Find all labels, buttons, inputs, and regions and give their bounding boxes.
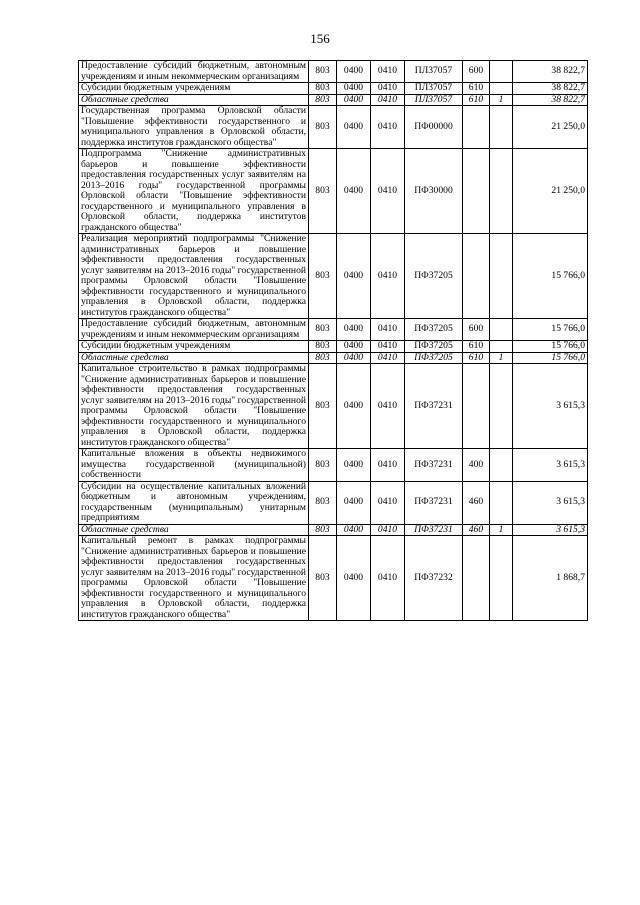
subsection-code-cell: 0410 [371, 234, 405, 319]
table-row [79, 341, 588, 353]
table-row [79, 364, 588, 449]
subsection-code-cell: 0410 [371, 149, 405, 234]
section-code-cell: 0400 [337, 319, 371, 341]
target-article-cell: ПФ37232 [405, 536, 463, 621]
section-code-cell: 0400 [337, 524, 371, 536]
subsection-code-cell: 0410 [371, 83, 405, 95]
funding-source-cell [490, 106, 513, 149]
table-row [79, 106, 588, 149]
subsection-code-cell: 0410 [371, 106, 405, 149]
target-article-cell: ПФ37231 [405, 524, 463, 536]
table-row [79, 524, 588, 536]
funding-source-cell [490, 83, 513, 95]
amount-cell: 38 822,7 [513, 61, 588, 83]
section-code-cell: 0400 [337, 149, 371, 234]
table-row [79, 61, 588, 83]
table-row [79, 536, 588, 621]
table-row [79, 149, 588, 234]
subsection-code-cell: 0410 [371, 352, 405, 364]
funding-source-cell [490, 234, 513, 319]
funding-source-cell [490, 319, 513, 341]
row-name-cell: Субсидии на осуществление капитальных вложений бюджетным и автономным учреждениям, государственным (муниципальным) унитарным предприятиям [79, 481, 309, 524]
expense-kind-cell [463, 234, 490, 319]
expense-kind-cell [463, 149, 490, 234]
section-code-cell: 0400 [337, 352, 371, 364]
funding-source-cell: 1 [490, 94, 513, 106]
target-article-cell: ПФ37231 [405, 449, 463, 482]
ministry-code-cell: 803 [309, 481, 337, 524]
expense-kind-cell: 400 [463, 449, 490, 482]
ministry-code-cell: 803 [309, 149, 337, 234]
subsection-code-cell: 0410 [371, 319, 405, 341]
funding-source-cell [490, 61, 513, 83]
funding-source-cell [490, 481, 513, 524]
subsection-code-cell: 0410 [371, 61, 405, 83]
ministry-code-cell: 803 [309, 364, 337, 449]
ministry-code-cell: 803 [309, 524, 337, 536]
amount-cell: 3 615,3 [513, 481, 588, 524]
target-article-cell: ПФ37205 [405, 352, 463, 364]
ministry-code-cell: 803 [309, 341, 337, 353]
funding-source-cell [490, 364, 513, 449]
section-code-cell: 0400 [337, 83, 371, 95]
expense-kind-cell: 600 [463, 319, 490, 341]
row-name-cell: Субсидии бюджетным учреждениям [79, 83, 309, 95]
table-row [79, 449, 588, 482]
amount-cell: 1 868,7 [513, 536, 588, 621]
section-code-cell: 0400 [337, 536, 371, 621]
section-code-cell: 0400 [337, 364, 371, 449]
ministry-code-cell: 803 [309, 61, 337, 83]
funding-source-cell [490, 536, 513, 621]
row-name-cell: Областные средства [79, 94, 309, 106]
subsection-code-cell: 0410 [371, 536, 405, 621]
expense-kind-cell: 610 [463, 83, 490, 95]
row-name-cell: Предоставление субсидий бюджетным, автономным учреждениям и иным некоммерческим организациям [79, 319, 309, 341]
expense-kind-cell: 460 [463, 481, 490, 524]
page-number: 156 [310, 31, 330, 46]
expense-kind-cell: 600 [463, 61, 490, 83]
table-body [79, 61, 588, 621]
amount-cell: 21 250,0 [513, 106, 588, 149]
section-code-cell: 0400 [337, 106, 371, 149]
ministry-code-cell: 803 [309, 83, 337, 95]
funding-source-cell: 1 [490, 352, 513, 364]
target-article-cell: ПФ37205 [405, 319, 463, 341]
target-article-cell: ПЛ37057 [405, 83, 463, 95]
section-code-cell: 0400 [337, 94, 371, 106]
target-article-cell: ПФ37205 [405, 341, 463, 353]
subsection-code-cell: 0410 [371, 481, 405, 524]
target-article-cell: ПФ37231 [405, 364, 463, 449]
subsection-code-cell: 0410 [371, 449, 405, 482]
funding-source-cell: 1 [490, 524, 513, 536]
row-name-cell: Государственная программа Орловской области "Повышение эффективности государственного и муниципального управления в Орловской области, поддержка институтов гражданского общества" [79, 106, 309, 149]
target-article-cell: ПЛ37057 [405, 61, 463, 83]
table-row [79, 481, 588, 524]
ministry-code-cell: 803 [309, 536, 337, 621]
amount-cell: 3 615,3 [513, 524, 588, 536]
expense-kind-cell: 610 [463, 94, 490, 106]
row-name-cell: Капитальное строительство в рамках подпрограммы "Снижение административных барьеров и повышение эффективности предоставления государственных услуг заявителям на 2013–2016 годы" государственной программы Орловской области "Повышение эффективности государственного и муниципального управления в Орловской области, поддержка институтов гражданского общества" [79, 364, 309, 449]
row-name-cell: Предоставление субсидий бюджетным, автономным учреждениям и иным некоммерческим организациям [79, 61, 309, 83]
funding-source-cell [490, 449, 513, 482]
table-row [79, 352, 588, 364]
amount-cell: 15 766,0 [513, 234, 588, 319]
amount-cell: 3 615,3 [513, 449, 588, 482]
amount-cell: 15 766,0 [513, 341, 588, 353]
row-name-cell: Капитальный ремонт в рамках подпрограммы "Снижение административных барьеров и повышение эффективности предоставления государственных услуг заявителям на 2013–2016 годы" государственной программы Орловской области "Повышение эффективности государственного и муниципального управления в Орловской области, поддержка институтов гражданского общества" [79, 536, 309, 621]
ministry-code-cell: 803 [309, 449, 337, 482]
section-code-cell: 0400 [337, 61, 371, 83]
table-row [79, 94, 588, 106]
expense-kind-cell [463, 364, 490, 449]
target-article-cell: ПФ00000 [405, 106, 463, 149]
row-name-cell: Субсидии бюджетным учреждениям [79, 341, 309, 353]
target-article-cell: ПФ37205 [405, 234, 463, 319]
expense-kind-cell: 460 [463, 524, 490, 536]
subsection-code-cell: 0410 [371, 94, 405, 106]
row-name-cell: Областные средства [79, 352, 309, 364]
table-row [79, 83, 588, 95]
expense-kind-cell [463, 106, 490, 149]
amount-cell: 21 250,0 [513, 149, 588, 234]
target-article-cell: ПЛ37057 [405, 94, 463, 106]
expense-kind-cell: 610 [463, 352, 490, 364]
ministry-code-cell: 803 [309, 234, 337, 319]
section-code-cell: 0400 [337, 234, 371, 319]
amount-cell: 38 822,7 [513, 83, 588, 95]
ministry-code-cell: 803 [309, 352, 337, 364]
amount-cell: 3 615,3 [513, 364, 588, 449]
subsection-code-cell: 0410 [371, 524, 405, 536]
row-name-cell: Подпрограмма "Снижение административных барьеров и повышение эффективности предоставления государственных услуг заявителям на 2013–2016 годы" государственной программы Орловской области "Повышение эффективности государственного и муниципального управления в Орловской области, поддержка институтов гражданского общества" [79, 149, 309, 234]
funding-source-cell [490, 341, 513, 353]
expense-kind-cell: 610 [463, 341, 490, 353]
section-code-cell: 0400 [337, 341, 371, 353]
row-name-cell: Реализация мероприятий подпрограммы "Снижение административных барьеров и повышение эффективности предоставления государственных услуг заявителям на 2013–2016 годы" государственной программы Орловской области "Повышение эффективности государственного и муниципального управления в Орловской области, поддержка институтов гражданского общества" [79, 234, 309, 319]
funding-source-cell [490, 149, 513, 234]
row-name-cell: Областные средства [79, 524, 309, 536]
section-code-cell: 0400 [337, 449, 371, 482]
subsection-code-cell: 0410 [371, 364, 405, 449]
amount-cell: 15 766,0 [513, 319, 588, 341]
table-row [79, 319, 588, 341]
row-name-cell: Капитальные вложения в объекты недвижимого имущества государственной (муниципальной) собственности [79, 449, 309, 482]
expense-kind-cell [463, 536, 490, 621]
budget-table [78, 60, 588, 621]
ministry-code-cell: 803 [309, 106, 337, 149]
target-article-cell: ПФ30000 [405, 149, 463, 234]
section-code-cell: 0400 [337, 481, 371, 524]
target-article-cell: ПФ37231 [405, 481, 463, 524]
subsection-code-cell: 0410 [371, 341, 405, 353]
amount-cell: 15 766,0 [513, 352, 588, 364]
amount-cell: 38 822,7 [513, 94, 588, 106]
table-row [79, 234, 588, 319]
ministry-code-cell: 803 [309, 94, 337, 106]
ministry-code-cell: 803 [309, 319, 337, 341]
